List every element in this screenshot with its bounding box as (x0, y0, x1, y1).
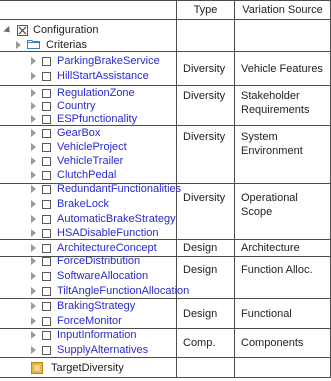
tree-item[interactable] (31, 196, 109, 212)
criteria-link[interactable]: ParkingBrakeService (57, 55, 160, 67)
group-variation-cell (235, 257, 331, 299)
column-header-type: Type (193, 4, 218, 16)
expand-arrow-icon[interactable] (31, 257, 36, 265)
criteria-link[interactable]: HSADisableFunction (57, 227, 159, 239)
tree-folder-criterias[interactable] (16, 37, 87, 53)
tree-item[interactable] (31, 283, 189, 299)
checkbox[interactable] (42, 143, 51, 152)
expand-arrow-icon[interactable] (31, 157, 36, 165)
criteria-link[interactable]: InputInformation (57, 329, 137, 341)
checkbox[interactable] (42, 346, 51, 355)
expand-arrow-icon[interactable] (31, 185, 36, 193)
expand-arrow-icon[interactable] (31, 129, 36, 137)
group-type-cell (177, 240, 235, 257)
variation-value: System Environment (241, 131, 303, 157)
criteria-link[interactable]: HillStartAssistance (57, 70, 149, 82)
type-value: Design (183, 264, 218, 276)
criteria-link[interactable]: SupplyAlternatives (57, 344, 149, 356)
group-type-cell (177, 126, 235, 184)
variation-value: Architecture (241, 242, 300, 254)
group-variation-cell (235, 329, 331, 358)
criteria-link[interactable]: SoftwareAllocation (57, 270, 149, 282)
type-value: Diversity (183, 63, 226, 75)
criteria-link[interactable]: ForceMonitor (57, 315, 122, 327)
criteria-link[interactable]: GearBox (57, 127, 101, 139)
tree-item[interactable] (31, 253, 140, 269)
criteria-link[interactable]: Country (57, 100, 96, 112)
tree-item[interactable] (31, 268, 148, 284)
type-value: Diversity (183, 90, 226, 102)
tree-item[interactable] (31, 342, 148, 358)
expand-arrow-icon[interactable] (31, 215, 36, 223)
folder-icon (27, 39, 40, 52)
expand-arrow-icon[interactable] (31, 171, 36, 179)
criteria-link[interactable]: RegulationZone (57, 87, 135, 99)
group-type-cell (177, 299, 235, 329)
checkbox[interactable] (42, 185, 51, 194)
root-variation-cell (235, 20, 331, 52)
column-header-variation-source: Variation Source (242, 4, 323, 16)
criteria-link[interactable]: BrakeLock (57, 198, 109, 210)
checkbox[interactable] (42, 272, 51, 281)
criteria-link[interactable]: ESPfunctionality (57, 113, 138, 125)
tree-item[interactable] (31, 68, 149, 84)
criteria-link[interactable]: AutomaticBrakeStrategy (57, 213, 176, 225)
criteria-link[interactable]: ForceDistribution (57, 255, 141, 267)
header-tree-cell (0, 0, 177, 20)
checkbox[interactable] (42, 317, 51, 326)
checkbox[interactable] (42, 102, 51, 111)
tree-item[interactable] (31, 298, 135, 314)
configuration-icon (17, 25, 28, 36)
expand-arrow-icon[interactable] (31, 57, 36, 65)
tree-item[interactable] (31, 181, 181, 197)
group-variation-cell (235, 126, 331, 184)
expand-arrow-icon[interactable] (16, 41, 21, 49)
tree-item[interactable] (31, 327, 137, 343)
expand-arrow-icon[interactable] (31, 115, 36, 123)
expand-arrow-icon[interactable] (31, 346, 36, 354)
expand-arrow-icon[interactable] (31, 317, 36, 325)
variation-value: Operational Scope (241, 192, 298, 218)
expand-arrow-icon[interactable] (31, 143, 36, 151)
checkbox[interactable] (42, 115, 51, 124)
criteria-link[interactable]: VehicleProject (57, 141, 127, 153)
variation-value: Components (241, 337, 304, 349)
type-value: Comp. (183, 337, 216, 349)
checkbox[interactable] (42, 244, 51, 253)
expand-arrow-icon[interactable] (31, 89, 36, 97)
variation-value: Stakeholder Requirements (241, 90, 310, 116)
expand-arrow-icon[interactable] (31, 229, 36, 237)
criteria-link[interactable]: TiltAngleFunctionAllocation (57, 285, 190, 297)
type-value: Design (183, 308, 218, 320)
checkbox[interactable] (42, 331, 51, 340)
target-variation-cell (235, 358, 331, 378)
target-diversity-label: TargetDiversity (51, 362, 124, 374)
criterias-label: Criterias (46, 39, 87, 51)
expand-arrow-icon[interactable] (31, 331, 36, 339)
checkbox[interactable] (42, 215, 51, 224)
expand-arrow-icon[interactable] (31, 244, 36, 252)
criteria-link[interactable]: VehicleTrailer (57, 155, 124, 167)
tree-item[interactable] (31, 53, 160, 69)
group-variation-cell (235, 299, 331, 329)
variation-value: Vehicle Features (241, 63, 323, 75)
tree-root-configuration[interactable] (4, 22, 98, 38)
expand-arrow-icon[interactable] (31, 72, 36, 80)
collapse-arrow-icon[interactable] (3, 25, 12, 34)
checkbox[interactable] (42, 302, 51, 311)
checkbox[interactable] (42, 171, 51, 180)
group-type-cell (177, 86, 235, 126)
target-type-cell (177, 358, 235, 378)
checkbox[interactable] (42, 287, 51, 296)
expand-arrow-icon[interactable] (31, 272, 36, 280)
checkbox[interactable] (42, 72, 51, 81)
configuration-label: Configuration (33, 24, 99, 36)
group-variation-cell (235, 52, 331, 86)
group-type-cell (177, 52, 235, 86)
tree-item[interactable] (31, 225, 159, 241)
criteria-link[interactable]: RedundantFunctionalities (57, 183, 182, 195)
variation-value: Functional (241, 308, 292, 320)
criteria-link[interactable]: ArchitectureConcept (57, 242, 157, 254)
checkbox[interactable] (42, 257, 51, 266)
group-variation-cell (235, 86, 331, 126)
expand-arrow-icon[interactable] (31, 287, 36, 295)
group-type-cell (177, 184, 235, 240)
tree-target-diversity[interactable] (31, 360, 124, 376)
expand-arrow-icon[interactable] (31, 102, 36, 110)
type-value: Design (183, 242, 218, 254)
header-type-cell (177, 0, 235, 20)
criteria-link[interactable]: BrakingStrategy (57, 300, 136, 312)
checkbox[interactable] (42, 200, 51, 209)
criteria-link[interactable]: ClutchPedal (57, 169, 117, 181)
checkbox[interactable] (42, 229, 51, 238)
group-variation-cell (235, 184, 331, 240)
checkbox[interactable] (42, 129, 51, 138)
type-value: Diversity (183, 131, 226, 143)
header-variation-cell (235, 0, 331, 20)
variation-value: Function Alloc. (241, 264, 313, 276)
checkbox[interactable] (42, 57, 51, 66)
group-variation-cell (235, 240, 331, 257)
root-type-cell (177, 20, 235, 52)
type-value: Diversity (183, 192, 226, 204)
expand-arrow-icon[interactable] (31, 302, 36, 310)
checkbox[interactable] (42, 89, 51, 98)
target-diversity-icon (31, 362, 43, 374)
checkbox[interactable] (42, 157, 51, 166)
group-type-cell (177, 329, 235, 358)
expand-arrow-icon[interactable] (31, 200, 36, 208)
